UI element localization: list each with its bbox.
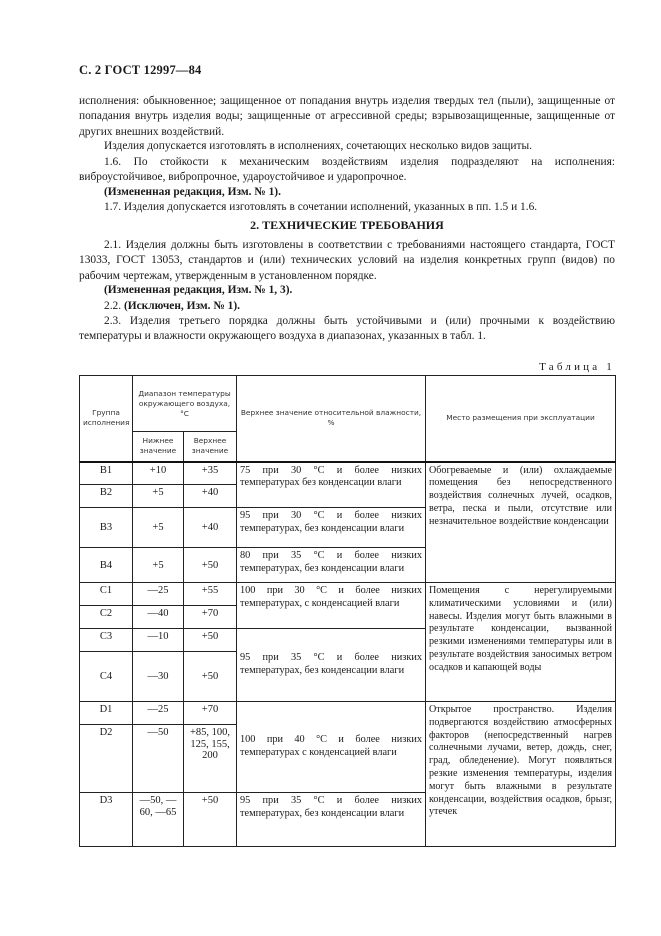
table-row (80, 462, 616, 485)
cell-upper: +50 (184, 652, 237, 702)
cell-lower: —30 (133, 652, 184, 702)
cell-lower: —25 (133, 583, 184, 606)
paragraph-execution-types: исполнения: обыкновенное; защищенное от попадания внутрь изделия твердых тел (пыли), защищенные от попадания внутрь изделия воды; защищенные от агрессивной среды; взрывозащищенные, защищенные от других внешних воздействий. (79, 95, 615, 138)
cell-humidity: 100 при 40 °С и более низких температурах с конденсацией влаги (237, 702, 426, 793)
cell-group: D1 (80, 702, 133, 725)
cell-upper: +85, 100, 125, 155, 200 (184, 725, 237, 793)
header-humidity: Верхнее значение относительной влажности, % (237, 376, 426, 462)
paragraph-1-6: 1.6. По стойкости к механическим воздействиям изделия подразделяют на исполнения: виброустойчивое, вибропрочное, удароустойчивое и ударопрочное. (79, 156, 615, 184)
cell-lower: +10 (133, 462, 184, 485)
cell-group: В1 (80, 462, 133, 485)
cell-group: В4 (80, 548, 133, 583)
cell-humidity: 95 при 30 °С и более низких температурах, без конденсации влаги (237, 508, 426, 548)
paragraph-2-2-excluded: (Исключен, Изм. № 1). (123, 300, 240, 312)
cell-lower: —50 (133, 725, 184, 793)
header-temperature: Диапазон температуры окружающего воздуха, °С (133, 376, 237, 432)
paragraph-2-2 (79, 299, 615, 314)
cell-upper: +40 (184, 508, 237, 548)
header-group: Группа исполнения (80, 376, 133, 462)
cell-humidity: 75 при 30 °С и более низких температурах без конденсации влаги (237, 462, 426, 508)
cell-group: С3 (80, 629, 133, 652)
cell-upper: +40 (184, 485, 237, 508)
section-title: 2. ТЕХНИЧЕСКИЕ ТРЕБОВАНИЯ (250, 218, 444, 232)
paragraph-combined-protection: Изделия допускается изготовлять в исполнениях, сочетающих несколько видов защиты. (104, 140, 532, 152)
cell-upper: +55 (184, 583, 237, 606)
cell-humidity: 100 при 30 °С и более низких температурах, с конденсацией влаги (237, 583, 426, 629)
cell-lower: +5 (133, 508, 184, 548)
header-placement: Место размещения при эксплуатации (426, 376, 616, 462)
cell-group: С4 (80, 652, 133, 702)
header-lower: Нижнее значение (133, 432, 184, 462)
cell-upper: +50 (184, 793, 237, 847)
cell-lower: +5 (133, 548, 184, 583)
paragraph-2-1: 2.1. Изделия должны быть изготовлены в соответствии с требованиями настоящего стандарта, ГОСТ 13033, ГОСТ 13053, стандартов и (или) технических условий на изделия конкретных групп (видов) по рабочим чертежам, утвержденным в установленном порядке. (79, 239, 615, 282)
cell-group: В2 (80, 485, 133, 508)
page-header: С. 2 ГОСТ 12997—84 (79, 63, 202, 77)
cell-placement: Обогреваемые и (или) охлаждаемые помещения без непосредственного воздействия солнечных лучей, осадков, ветра, песка и пыли, отсутствие или незначительное воздействие конденсации (426, 462, 616, 583)
climate-table (79, 375, 616, 847)
cell-lower: —10 (133, 629, 184, 652)
cell-group: D3 (80, 793, 133, 847)
cell-upper: +70 (184, 606, 237, 629)
cell-group: В3 (80, 508, 133, 548)
paragraph-1-7: 1.7. Изделия допускается изготовлять в сочетании исполнений, указанных в пп. 1.5 и 1.6. (104, 201, 538, 213)
cell-upper: +35 (184, 462, 237, 485)
amendment-note-1: (Измененная редакция, Изм. № 1). (104, 186, 281, 198)
cell-group: С2 (80, 606, 133, 629)
cell-upper: +50 (184, 548, 237, 583)
paragraph-2-2-number: 2.2. (104, 300, 122, 312)
table-row (80, 702, 616, 725)
cell-humidity: 95 при 35 °С и более низких температурах, без конденсации влаги (237, 793, 426, 847)
cell-humidity: 80 при 35 °С и более низких температурах, без конденсации влаги (237, 548, 426, 583)
cell-humidity: 95 при 35 °С и более низких температурах, без конденсации влаги (237, 629, 426, 702)
cell-upper: +50 (184, 629, 237, 652)
cell-placement: Открытое пространство. Изделия подвергаются воздействию атмосферных факторов (непосредственный нагрев солнечными лучами, ветер, дождь, снег, град, обледенение). Могут появляться резкие изменения температуры, изделия могут быть влажными в результате конденсации, воздействия осадков, брызг, утечек (426, 702, 616, 847)
cell-placement: Помещения с нерегулируемыми климатическими условиями и (или) навесы. Изделия могут быть влажными в результате конденсации, вызванной резкими изменениями температуры или в результате воздействия заносимых ветром осадков и капающей воды (426, 583, 616, 702)
amendment-note-2: (Измененная редакция, Изм. № 1, 3). (104, 284, 293, 296)
header-upper: Верхнее значение (184, 432, 237, 462)
table-caption: Таблица 1 (539, 361, 615, 373)
cell-upper: +70 (184, 702, 237, 725)
cell-lower: —25 (133, 702, 184, 725)
cell-lower: —50, —60, —65 (133, 793, 184, 847)
cell-lower: +5 (133, 485, 184, 508)
paragraph-2-3: 2.3. Изделия третьего порядка должны быть устойчивыми и (или) прочными к воздействию температуры и влажности окружающего воздуха в диапазонах, указанных в табл. 1. (79, 315, 615, 343)
cell-group: С1 (80, 583, 133, 606)
cell-lower: —40 (133, 606, 184, 629)
table-row (80, 583, 616, 606)
cell-group: D2 (80, 725, 133, 793)
